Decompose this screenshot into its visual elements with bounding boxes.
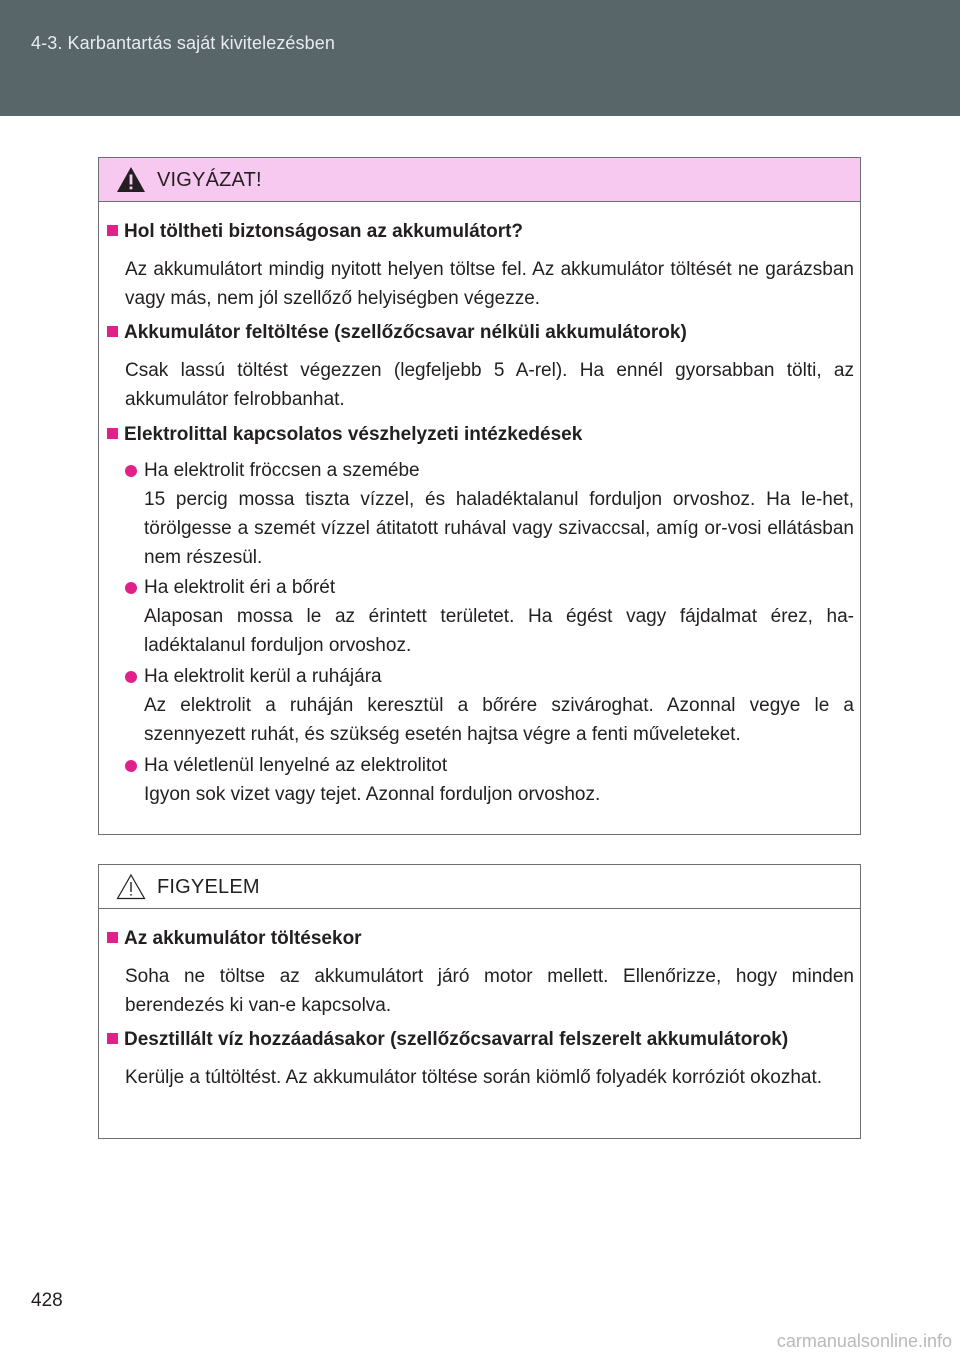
warning-triangle-icon	[116, 166, 146, 193]
bullet-title: Ha elektrolit fröccsen a szemébe	[144, 460, 420, 481]
notice-box	[98, 864, 861, 1139]
circle-bullet-icon	[125, 465, 137, 477]
caution-triangle-icon	[116, 873, 146, 900]
notice-section-title: Desztillált víz hozzáadásakor (szellőzőcsavarral felszerelt akkumulátorok)	[107, 1029, 788, 1051]
square-bullet-icon	[107, 1033, 118, 1044]
warning-section-title: Elektrolittal kapcsolatos vészhelyzeti intézkedések	[107, 424, 582, 446]
warning-section-text: Csak lassú töltést végezzen (legfeljebb 5 A-rel). Ha ennél gyorsabban tölti, az akkumulátor felrobbanhat.	[125, 360, 854, 410]
circle-bullet-icon	[125, 760, 137, 772]
bullet-text: Igyon sok vizet vagy tejet. Azonnal forduljon orvoshoz.	[144, 784, 601, 805]
notice-section-title: Az akkumulátor töltésekor	[107, 928, 362, 950]
circle-bullet-icon	[125, 671, 137, 683]
warning-heading: VIGYÁZAT!	[157, 169, 262, 191]
notice-box-header	[99, 865, 860, 909]
section-title: 4-3. Karbantartás saját kivitelezésben	[31, 33, 335, 53]
footer-watermark: carmanualsonline.info	[776, 1331, 952, 1351]
notice-heading: FIGYELEM	[157, 876, 260, 898]
notice-section-text: Kerülje a túltöltést. Az akkumulátor töltése során kiömlő folyadék korróziót okozhat.	[125, 1067, 823, 1088]
page-number: 428	[31, 1290, 63, 1311]
square-bullet-icon	[107, 932, 118, 943]
square-bullet-icon	[107, 225, 118, 236]
bullet-title: Ha véletlenül lenyelné az elektrolitot	[144, 755, 448, 776]
notice-section-text: Soha ne töltse az akkumulátort járó motor mellett. Ellenőrizze, hogy minden berendezés ki van-e kapcsolva.	[125, 966, 854, 1016]
bullet-text: 15 percig mossa tiszta vízzel, és haladéktalanul forduljon orvoshoz. Ha le-het, törölgesse a szemét vízzel átitatott ruhával vagy szivaccsal, amíg or-vosi ellátásban nem részesül.	[144, 489, 854, 568]
bullet-title: Ha elektrolit kerül a ruhájára	[144, 666, 382, 687]
circle-bullet-icon	[125, 582, 137, 594]
warning-section-text: Az akkumulátort mindig nyitott helyen töltse fel. Az akkumulátor töltését ne garázsban vagy más, nem jól szellőző helyiségben végezze.	[125, 259, 854, 309]
bullet-title: Ha elektrolit éri a bőrét	[144, 577, 336, 598]
warning-box-header	[99, 158, 860, 202]
warning-section-title: Hol töltheti biztonságosan az akkumulátort?	[107, 221, 523, 243]
warning-section-title: Akkumulátor feltöltése (szellőzőcsavar nélküli akkumulátorok)	[107, 322, 687, 344]
bullet-text: Az elektrolit a ruháján keresztül a bőrére szivároghat. Azonnal vegye le a szennyezett ruhát, és szükség esetén hajtsa végre a fenti műveleteket.	[144, 695, 854, 745]
warning-box	[98, 157, 861, 835]
square-bullet-icon	[107, 428, 118, 439]
page-header	[0, 0, 960, 116]
square-bullet-icon	[107, 326, 118, 337]
bullet-text: Alaposan mossa le az érintett területet. Ha égést vagy fájdalmat érez, ha-ladéktalanul forduljon orvoshoz.	[144, 606, 854, 656]
